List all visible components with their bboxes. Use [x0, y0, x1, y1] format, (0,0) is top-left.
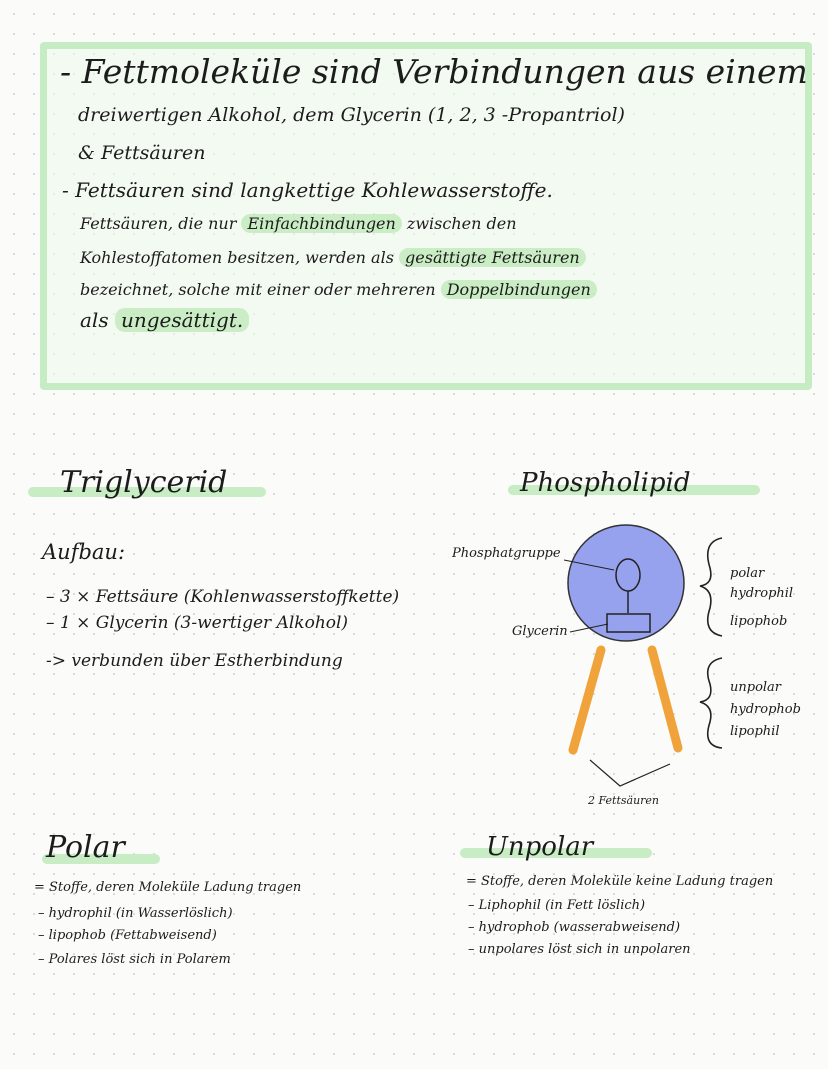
unpolar-item-1: = Stoffe, deren Moleküle keine Ladung tragen — [466, 874, 774, 889]
intro-line-5-a: Fettsäuren, die nur — [80, 214, 237, 233]
intro-line-4: - Fettsäuren sind langkettige Kohlewasserstoffe. — [62, 178, 553, 202]
polar-item-1: = Stoffe, deren Moleküle Ladung tragen — [34, 880, 302, 895]
highlight-einfachbindungen: Einfachbindungen — [241, 214, 401, 233]
polar-item-4: – Polares löst sich in Polarem — [38, 952, 231, 967]
intro-line-8 — [80, 308, 249, 332]
label-fettsaeuren: 2 Fettsäuren — [588, 794, 660, 807]
brace-bottom-hydrophob: hydrophob — [730, 702, 801, 717]
brace-top-polar: polar — [730, 566, 765, 581]
brace-top-lipophob: lipophob — [730, 614, 788, 629]
highlight-gesaettigte: gesättigte Fettsäuren — [399, 248, 586, 267]
triglycerid-item-1: – 3 × Fettsäure (Kohlenwasserstoffkette) — [46, 587, 400, 607]
intro-line-5-b: zwischen den — [406, 214, 517, 233]
intro-line-3: & Fettsäuren — [78, 142, 206, 164]
triglycerid-aufbau: Aufbau: — [42, 540, 126, 564]
polar-item-2: – hydrophil (in Wasserlöslich) — [38, 906, 233, 921]
phospholipid-diagram — [440, 520, 828, 820]
brace-top-icon — [700, 538, 722, 636]
highlight-ungesaettigt: ungesättigt. — [115, 308, 249, 332]
intro-line-6 — [80, 248, 586, 267]
phospholipid-title: Phospholipid — [520, 468, 691, 498]
intro-line-7-a: bezeichnet, solche mit einer oder mehreren — [80, 280, 436, 299]
unpolar-item-2: – Liphophil (in Fett löslich) — [468, 898, 646, 913]
brace-bottom-unpolar: unpolar — [730, 680, 782, 695]
highlight-doppelbindungen: Doppelbindungen — [441, 280, 597, 299]
triglycerid-title: Triglycerid — [60, 465, 228, 500]
brace-top-hydrophil: hydrophil — [730, 586, 794, 601]
phospholipid-head — [568, 525, 684, 641]
fatty-acid-bracket — [590, 760, 670, 786]
triglycerid-item-3: -> verbunden über Estherbindung — [46, 651, 343, 671]
unpolar-item-4: – unpolares löst sich in unpolaren — [468, 942, 691, 957]
intro-line-1: - Fettmoleküle sind Verbindungen aus einem — [60, 52, 808, 91]
intro-line-5 — [80, 214, 517, 233]
polar-title: Polar — [46, 830, 125, 865]
intro-line-7 — [80, 280, 597, 299]
fatty-acid-tail-left — [573, 650, 601, 750]
brace-bottom-lipophil: lipophil — [730, 724, 780, 739]
polar-item-3: – lipophob (Fettabweisend) — [38, 928, 217, 943]
fatty-acid-tail-right — [652, 650, 678, 748]
triglycerid-item-2: – 1 × Glycerin (3-wertiger Alkohol) — [46, 613, 349, 633]
label-phosphatgruppe: Phosphatgruppe — [452, 546, 561, 561]
intro-line-2: dreiwertigen Alkohol, dem Glycerin (1, 2, 3 -Propantriol) — [78, 104, 625, 126]
intro-line-6-a: Kohlestoffatomen besitzen, werden als — [80, 248, 394, 267]
intro-line-8-a: als — [80, 308, 109, 332]
unpolar-title: Unpolar — [486, 832, 594, 862]
label-glycerin: Glycerin — [512, 624, 568, 639]
unpolar-item-3: – hydrophob (wasserabweisend) — [468, 920, 681, 935]
brace-bottom-icon — [700, 658, 722, 748]
